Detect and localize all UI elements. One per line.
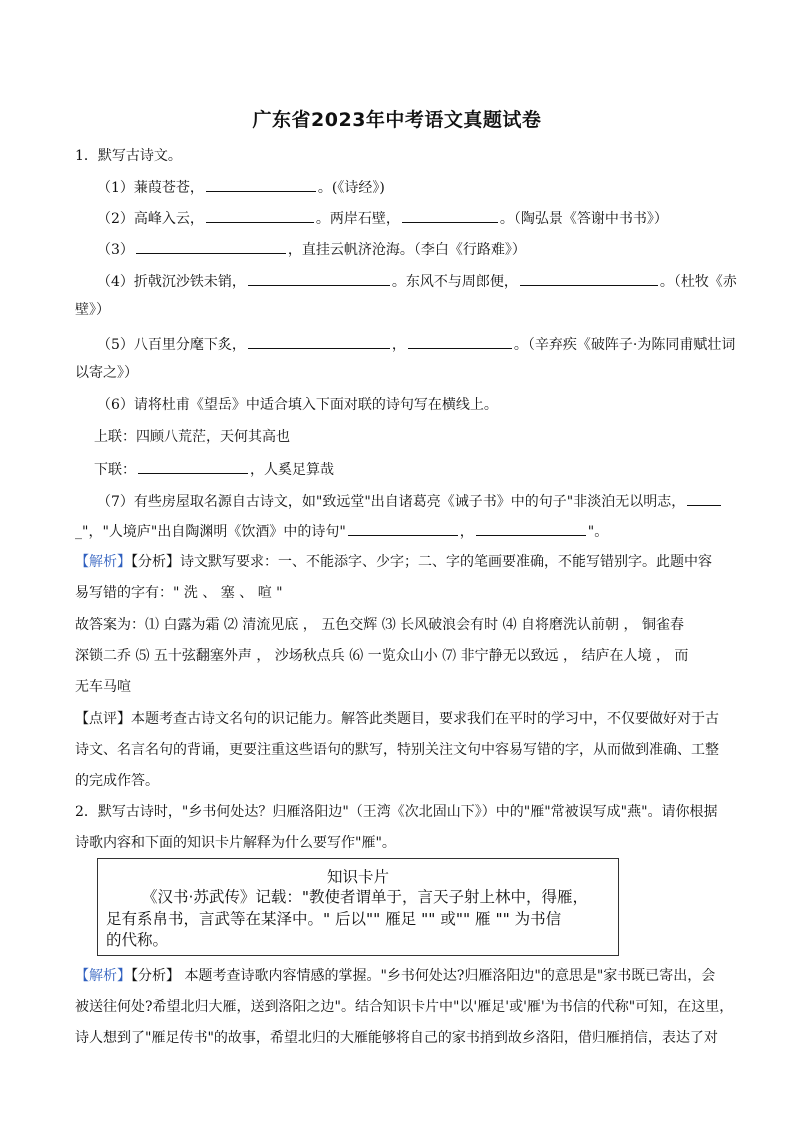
- q1-analysis-line-2: 易写错的字有：" 洗 、 塞 、 喧 ": [75, 585, 283, 601]
- q1-item-7: [97, 491, 723, 511]
- q1-comment-line-1: 【点评】本题考查古诗文名句的识记能力。解答此类题目，要求我们在平时的学习中，不仅要做好对于古: [75, 711, 719, 727]
- q1-item-4-source: 。（杜牧《赤: [659, 274, 737, 290]
- couplet-lower-label: 下联：: [94, 462, 136, 478]
- q1-item-7-text: （7）有些房屋取名源自古诗文，如"致远堂"出自诸葛亮《诫子书》中的句子"非淡泊无以明志，: [97, 494, 686, 510]
- page-title: 广东省2023年中考语文真题试卷: [252, 109, 542, 131]
- answer-blank[interactable]: [136, 239, 286, 254]
- q1-item-5: [97, 334, 735, 354]
- q1-answer-line-1: 故答案为：⑴ 白露为霜 ⑵ 清流见底 ， 五色交辉 ⑶ 长风破浪会有时 ⑷ 自将磨洗认前朝 ， 铜雀春: [75, 617, 684, 633]
- q1-item-4-text-b: 。东风不与周郎便，: [391, 274, 518, 290]
- q1-comment-line-3: 的完成作答。: [75, 773, 159, 789]
- q1-stem: 1．默写古诗文。: [75, 148, 182, 164]
- analysis-tag: 【解析】: [75, 968, 131, 984]
- q2-stem-line-1: 2．默写古诗时，"乡书何处达？归雁洛阳边"（王湾《次北固山下》）中的"雁"常被误写成"燕"。请你根据: [75, 804, 718, 820]
- q1-item-1-text: （1）蒹葭苍苍，: [97, 180, 204, 196]
- couplet-lower: [94, 459, 334, 479]
- q2-analysis-line-3: 诗人想到了"雁足传书"的故事，希望北归的大雁能够将自己的家书捎到故乡洛阳，借归雁捎信，表达了对: [75, 1030, 718, 1046]
- analysis-text: 诗文默写要求：一、不能添字、少字；二、字的笔画要准确，不能写错别字。此题中容: [180, 554, 712, 570]
- q1-item-2-source: 。（陶弘景《答谢中书书》）: [499, 211, 668, 227]
- answer-blank[interactable]: [476, 521, 586, 536]
- answer-blank[interactable]: [206, 208, 314, 223]
- analysis-tag-analysis: 【分析】: [131, 968, 180, 984]
- q1-item-4-text: （4）折戟沉沙铁未销，: [97, 274, 246, 290]
- q1-item-7-end: "。: [587, 524, 609, 540]
- answer-blank[interactable]: [402, 208, 498, 223]
- q1-item-7-text-b: _"，"人境庐"出自陶渊明《饮酒》中的诗句": [75, 524, 346, 540]
- q1-item-4-cont: 壁》）: [75, 302, 110, 318]
- q2-analysis-line-2: 被送往何处?希望北归大雁，送到洛阳之边"。结合知识卡片中"以'雁足'或'雁'为书信的代称"可知，在这里，: [75, 999, 734, 1015]
- q1-item-2-text-b: 。两岸石壁，: [315, 211, 400, 227]
- couplet-upper: 上联：四顾八荒茫，天何其高也: [94, 429, 290, 445]
- q1-item-1: [97, 177, 385, 197]
- answer-blank[interactable]: [206, 177, 316, 192]
- knowledge-card-title: 知识卡片: [326, 868, 389, 886]
- q1-analysis: [75, 553, 712, 571]
- q1-comment-line-2: 诗文、名言名句的背诵，更要注重这些语句的默写，特别关注文句中容易写错的字，从而做到准确、工整: [75, 742, 719, 758]
- q1-item-5-source: 。（辛弃疾《破阵子·为陈同甫赋壮词: [513, 337, 736, 353]
- q1-item-4: [97, 271, 737, 291]
- q1-item-5-comma: ，: [391, 337, 406, 353]
- q2-analysis: [75, 967, 715, 985]
- answer-blank[interactable]: [138, 459, 248, 474]
- knowledge-card-line-3: 的代称。: [106, 931, 169, 949]
- couplet-lower-text: ，人奚足算哉: [250, 462, 334, 478]
- q1-answer-line-3: 无车马喧: [75, 679, 131, 695]
- q1-item-5-cont: 以寄之》）: [75, 365, 138, 381]
- q2-stem-line-2: 诗歌内容和下面的知识卡片解释为什么要写作"雁"。: [75, 835, 396, 851]
- q1-item-2-text: （2）高峰入云，: [97, 211, 204, 227]
- q1-item-3-text: ，直挂云帆济沧海。（李白《行路难》）: [287, 242, 526, 258]
- analysis-tag-analysis: 【分析】: [131, 554, 180, 570]
- q1-item-3-number: （3）: [97, 242, 134, 258]
- answer-blank[interactable]: [520, 271, 658, 286]
- q1-answer-line-2: 深锁二乔 ⑸ 五十弦翻塞外声 ， 沙场秋点兵 ⑹ 一览众山小 ⑺ 非宁静无以致远 ， 结庐在人境 ， 而: [75, 648, 689, 664]
- answer-blank[interactable]: [248, 334, 390, 349]
- q1-item-1-source: 。(《诗经》): [317, 180, 385, 196]
- answer-blank[interactable]: [408, 334, 512, 349]
- q1-item-3: [97, 239, 526, 259]
- knowledge-card-line-2: 足有系帛书，言武等在某泽中。" 后以"" 雁足 "" 或"" 雁 "" 为书信: [106, 910, 562, 928]
- q1-item-2: [97, 208, 668, 228]
- knowledge-card-line-1: 《汉书·苏武传》记载："教使者谓单于，言天子射上林中，得雁，: [142, 888, 589, 906]
- answer-blank[interactable]: [248, 271, 390, 286]
- knowledge-card: [97, 858, 619, 956]
- analysis-text: 本题考查诗歌内容情感的掌握。"乡书何处达?归雁洛阳边"的意思是"家书既已寄出，会: [180, 968, 716, 984]
- q1-item-5-text: （5）八百里分麾下炙，: [97, 337, 246, 353]
- q1-item-7-cont: [75, 521, 608, 541]
- analysis-tag: 【解析】: [75, 554, 131, 570]
- q1-item-6: （6）请将杜甫《望岳》中适合填入下面对联的诗句写在横线上。: [97, 397, 498, 413]
- answer-blank[interactable]: [348, 521, 458, 536]
- answer-blank[interactable]: [687, 491, 721, 506]
- q1-item-7-comma: ，: [459, 524, 474, 540]
